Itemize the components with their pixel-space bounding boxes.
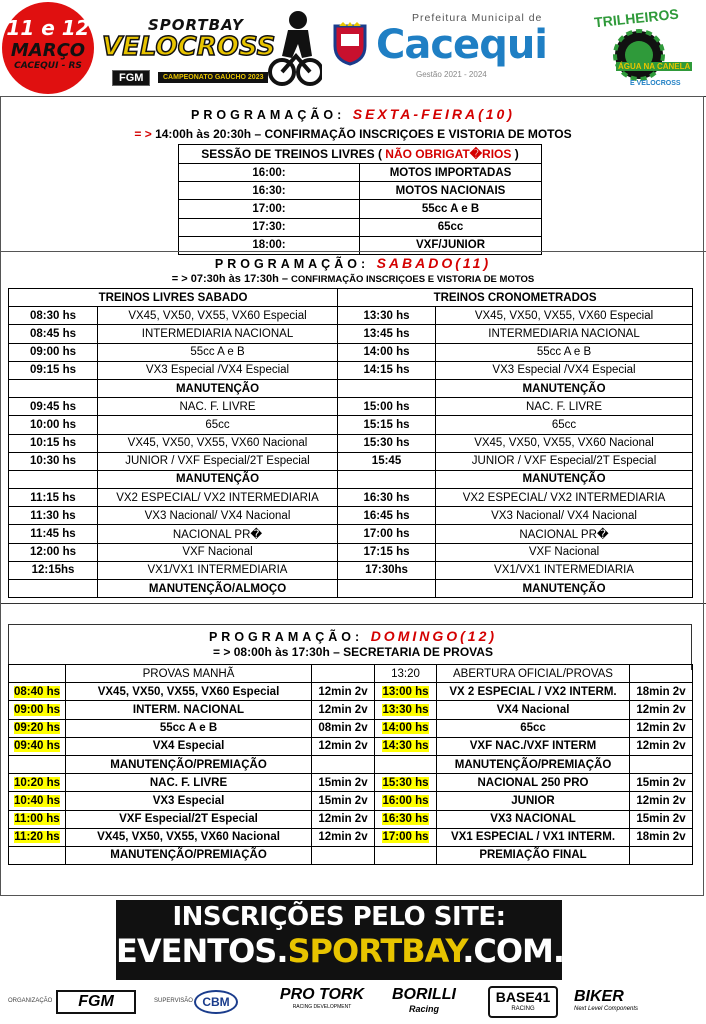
signup-line1: INSCRIÇÕES PELO SITE: xyxy=(172,902,506,932)
table-row xyxy=(9,755,693,773)
table-row xyxy=(9,361,693,379)
domingo-left-category: INTERM. NACIONAL xyxy=(66,701,312,719)
domingo-left-duration xyxy=(312,755,375,773)
sup-label: SUPERVISÃO xyxy=(154,998,193,1004)
sexta-time: 16:30: xyxy=(179,182,360,200)
sabado-left-time xyxy=(9,379,98,397)
session-close: ) xyxy=(514,147,519,161)
table-row xyxy=(179,200,542,218)
table-row xyxy=(9,416,693,434)
domingo-right-time xyxy=(375,755,437,773)
borilli-sub: Racing xyxy=(408,1004,439,1014)
sabado-left-category: NAC. F. LIVRE xyxy=(98,398,338,416)
sabado-left-time xyxy=(9,470,98,488)
sabado-right-time: 15:00 hs xyxy=(338,398,436,416)
championship-label: CAMPEONATO GAÚCHO 2023 xyxy=(158,72,268,83)
domingo-left-category: VX3 Especial xyxy=(66,792,312,810)
table-row xyxy=(9,307,693,325)
sabado-right-time: 17:30hs xyxy=(338,561,436,579)
domingo-right-time xyxy=(375,792,437,810)
sabado-right-time: 15:30 hs xyxy=(338,434,436,452)
session-label: SESSÃO DE TREINOS LIVRES ( xyxy=(201,147,382,161)
sabado-arrow: = > xyxy=(171,273,188,285)
sabado-day: SABADO(11) xyxy=(376,255,492,271)
sabado-right-category: VX2 ESPECIAL/ VX2 INTERMEDIARIA xyxy=(436,489,693,507)
domingo-left-category: 55cc A e B xyxy=(66,719,312,737)
domingo-left-category: VX45, VX50, VX55, VX60 Nacional xyxy=(66,828,312,846)
sabado-right-category: INTERMEDIARIA NACIONAL xyxy=(436,325,693,343)
domingo-right-category: VXF NAC./VXF INTERM xyxy=(437,737,630,755)
domingo-right-category: VX1 ESPECIAL / VX1 INTERM. xyxy=(437,828,630,846)
time-highlight: 14:00 hs xyxy=(382,722,429,735)
domingo-right-time-header: 13:20 xyxy=(375,665,437,683)
org-label: ORGANIZAÇÃO xyxy=(8,998,53,1004)
sabado-right-category: 65cc xyxy=(436,416,693,434)
sabado-right-time xyxy=(338,580,436,598)
sexta-time: 17:00: xyxy=(179,200,360,218)
domingo-left-duration: 12min 2v xyxy=(312,683,375,701)
time-highlight: 16:00 hs xyxy=(382,794,429,807)
sexta-category: VXF/JUNIOR xyxy=(360,236,542,254)
sabado-left-category: MANUTENÇÃO xyxy=(98,379,338,397)
domingo-left-time xyxy=(9,846,66,864)
sabado-left-category: JUNIOR / VXF Especial/2T Especial xyxy=(98,452,338,470)
table-row xyxy=(9,470,693,488)
time-highlight: 15:30 hs xyxy=(382,776,429,789)
time-highlight: 09:20 hs xyxy=(13,722,61,735)
domingo-left-time xyxy=(9,828,66,846)
sabado-right-category: VX45, VX50, VX55, VX60 Nacional xyxy=(436,434,693,452)
sabado-left-category: 55cc A e B xyxy=(98,343,338,361)
table-row xyxy=(179,182,542,200)
domingo-right-duration: 18min 2v xyxy=(630,683,693,701)
motocross-rider-icon xyxy=(268,8,322,88)
sabado-left-time: 11:30 hs xyxy=(9,507,98,525)
domingo-right-category: NACIONAL 250 PRO xyxy=(437,774,630,792)
domingo-right-duration: 15min 2v xyxy=(630,810,693,828)
table-row xyxy=(9,737,693,755)
sabado-right-time: 17:00 hs xyxy=(338,525,436,543)
date-badge-days: 11 e 12 xyxy=(6,16,90,40)
domingo-left-category: VX4 Especial xyxy=(66,737,312,755)
table-row xyxy=(9,434,693,452)
domingo-arrow: = > xyxy=(213,645,231,659)
domingo-left-duration: 12min 2v xyxy=(312,810,375,828)
table-row xyxy=(9,452,693,470)
sabado-left-category: MANUTENÇÃO xyxy=(98,470,338,488)
sabado-left-time: 12:15hs xyxy=(9,561,98,579)
domingo-right-duration: 18min 2v xyxy=(630,828,693,846)
sabado-left-time: 10:15 hs xyxy=(9,434,98,452)
sexta-title-prefix: PROGRAMAÇÃO: xyxy=(191,108,346,122)
domingo-right-duration xyxy=(630,755,693,773)
domingo-left-duration: 15min 2v xyxy=(312,792,375,810)
domingo-right-time xyxy=(375,828,437,846)
protork-sub: RACING DEVELOPMENT xyxy=(292,1004,352,1010)
sabado-right-category: NACIONAL PR� xyxy=(436,525,693,543)
date-badge xyxy=(2,2,94,94)
sabado-right-time: 16:45 hs xyxy=(338,507,436,525)
sabado-right-category: NAC. F. LIVRE xyxy=(436,398,693,416)
domingo-left-duration: 12min 2v xyxy=(312,737,375,755)
domingo-title xyxy=(0,628,706,644)
time-highlight: 10:40 hs xyxy=(13,794,61,807)
table-row xyxy=(9,683,693,701)
time-highlight: 09:40 hs xyxy=(13,740,61,753)
domingo-right-time xyxy=(375,737,437,755)
sabado-left-time: 10:30 hs xyxy=(9,452,98,470)
sabado-left-category: VX3 Nacional/ VX4 Nacional xyxy=(98,507,338,525)
domingo-right-time xyxy=(375,719,437,737)
sexta-title xyxy=(0,106,706,122)
table-row xyxy=(9,846,693,864)
sabado-left-category: 65cc xyxy=(98,416,338,434)
sabado-left-category: INTERMEDIARIA NACIONAL xyxy=(98,325,338,343)
domingo-left-time xyxy=(9,810,66,828)
footer xyxy=(0,984,706,1024)
domingo-left-time xyxy=(9,683,66,701)
domingo-left-time xyxy=(9,719,66,737)
signup-url-brand: SPORTBAY xyxy=(287,932,463,970)
sabado-right-time xyxy=(338,470,436,488)
domingo-right-duration: 12min 2v xyxy=(630,792,693,810)
domingo-left-duration: 12min 2v xyxy=(312,828,375,846)
sexta-day: SEXTA-FEIRA(10) xyxy=(352,106,515,122)
sabado-subtitle xyxy=(0,273,706,285)
sportbay-brand: SPORTBAY xyxy=(148,16,244,34)
sabado-left-category: MANUTENÇÃO/ALMOÇO xyxy=(98,580,338,598)
domingo-right-time xyxy=(375,810,437,828)
domingo-left-blank xyxy=(9,665,66,683)
table-row xyxy=(9,810,693,828)
table-row xyxy=(179,218,542,236)
session-red: NÃO OBRIGAT�RIOS xyxy=(385,147,512,161)
sabado-right-category: MANUTENÇÃO xyxy=(436,580,693,598)
domingo-left-time xyxy=(9,737,66,755)
gear-icon xyxy=(610,26,668,84)
sexta-category: MOTOS NACIONAIS xyxy=(360,182,542,200)
gestao-label: Gestão 2021 - 2024 xyxy=(416,70,487,79)
domingo-left-time xyxy=(9,701,66,719)
domingo-right-time xyxy=(375,701,437,719)
biker-name: BIKER xyxy=(574,988,624,1005)
sabado-left-time: 11:45 hs xyxy=(9,525,98,543)
domingo-left-category: MANUTENÇÃO/PREMIAÇÃO xyxy=(66,755,312,773)
domingo-table xyxy=(8,664,693,865)
domingo-right-duration: 15min 2v xyxy=(630,774,693,792)
base41-sub: RACING xyxy=(511,1006,535,1012)
time-highlight: 13:30 hs xyxy=(382,703,429,716)
sabado-right-header: TREINOS CRONOMETRADOS xyxy=(338,289,693,307)
table-row xyxy=(9,507,693,525)
domingo-right-time xyxy=(375,683,437,701)
sabado-right-category: MANUTENÇÃO xyxy=(436,379,693,397)
time-highlight: 10:20 hs xyxy=(13,776,61,789)
domingo-right-header: ABERTURA OFICIAL/PROVAS xyxy=(437,665,630,683)
sexta-time: 16:00: xyxy=(179,164,360,182)
sabado-left-header: TREINOS LIVRES SABADO xyxy=(9,289,338,307)
sabado-left-category: VX1/VX1 INTERMEDIARIA xyxy=(98,561,338,579)
domingo-left-category: MANUTENÇÃO/PREMIAÇÃO xyxy=(66,846,312,864)
sabado-left-category: VX3 Especial /VX4 Especial xyxy=(98,361,338,379)
base41-logo xyxy=(488,986,558,1018)
domingo-right-category: VX 2 ESPECIAL / VX2 INTERM. xyxy=(437,683,630,701)
time-highlight: 11:20 hs xyxy=(14,831,60,844)
sabado-left-time: 10:00 hs xyxy=(9,416,98,434)
city-crest-icon xyxy=(332,22,368,66)
sabado-right-category: 55cc A e B xyxy=(436,343,693,361)
date-badge-city: CACEQUI - RS xyxy=(14,61,82,71)
sabado-left-time: 11:15 hs xyxy=(9,489,98,507)
sexta-subtitle xyxy=(0,127,706,141)
time-highlight: 14:30 hs xyxy=(382,740,429,753)
domingo-right-category: 65cc xyxy=(437,719,630,737)
biker-sub: Next Level Components xyxy=(574,1006,639,1012)
biker-logo xyxy=(574,988,674,1012)
sabado-right-time xyxy=(338,379,436,397)
table-row xyxy=(9,719,693,737)
sexta-category: 55cc A e B xyxy=(360,200,542,218)
time-highlight: 08:40 hs xyxy=(13,685,61,698)
table-row xyxy=(9,525,693,543)
table-row xyxy=(9,580,693,598)
table-row xyxy=(9,343,693,361)
domingo-left-time xyxy=(9,774,66,792)
sabado-right-time: 14:15 hs xyxy=(338,361,436,379)
domingo-subtitle-text: 08:00h às 17:30h – SECRETARIA DE PROVAS xyxy=(233,645,493,659)
trilheiros-tag: E VELOCROSS xyxy=(630,80,681,87)
sabado-right-category: JUNIOR / VXF Especial/2T Especial xyxy=(436,452,693,470)
sabado-right-category: VX1/VX1 INTERMEDIARIA xyxy=(436,561,693,579)
domingo-left-duration: 15min 2v xyxy=(312,774,375,792)
table-row xyxy=(9,701,693,719)
time-highlight: 11:00 hs xyxy=(14,813,60,826)
trilheiros-logo xyxy=(590,6,696,92)
base41-name: BASE41 xyxy=(495,989,551,1005)
domingo-right-category: VX3 NACIONAL xyxy=(437,810,630,828)
header xyxy=(0,0,706,96)
sabado-left-time: 09:15 hs xyxy=(9,361,98,379)
table-row xyxy=(9,398,693,416)
signup-url[interactable] xyxy=(116,932,612,970)
domingo-left-category: NAC. F. LIVRE xyxy=(66,774,312,792)
domingo-right-duration: 12min 2v xyxy=(630,719,693,737)
sabado-right-time: 13:45 hs xyxy=(338,325,436,343)
sabado-right-time: 17:15 hs xyxy=(338,543,436,561)
signup-url-post: .COM.BR xyxy=(462,932,612,970)
sabado-left-category: VX45, VX50, VX55, VX60 Nacional xyxy=(98,434,338,452)
table-row xyxy=(179,164,542,182)
trilheiros-name: TRILHEIROS xyxy=(593,5,680,31)
signup-banner xyxy=(116,900,612,980)
prefeitura-label: Prefeitura Municipal de xyxy=(412,12,543,24)
table-row xyxy=(9,489,693,507)
domingo-left-duration: 12min 2v xyxy=(312,701,375,719)
sabado-table xyxy=(8,288,693,598)
cbm-logo: CBM xyxy=(194,990,238,1014)
table-row xyxy=(9,379,693,397)
domingo-right-blank xyxy=(630,665,693,683)
sexta-table xyxy=(178,144,542,255)
sabado-left-category: VX2 ESPECIAL/ VX2 INTERMEDIARIA xyxy=(98,489,338,507)
sabado-right-time: 16:30 hs xyxy=(338,489,436,507)
table-row xyxy=(9,774,693,792)
domingo-left-duration: 08min 2v xyxy=(312,719,375,737)
sabado-right-category: MANUTENÇÃO xyxy=(436,470,693,488)
sabado-divider xyxy=(0,251,706,252)
time-highlight: 16:30 hs xyxy=(382,813,429,826)
borilli-name: BORILLI xyxy=(392,986,456,1003)
city-name: Cacequi xyxy=(376,22,548,68)
domingo-left-category: VXF Especial/2T Especial xyxy=(66,810,312,828)
domingo-right-category: MANUTENÇÃO/PREMIAÇÃO xyxy=(437,755,630,773)
domingo-left-time xyxy=(9,792,66,810)
sabado-right-category: VX3 Especial /VX4 Especial xyxy=(436,361,693,379)
domingo-right-duration xyxy=(630,846,693,864)
domingo-right-category: VX4 Nacional xyxy=(437,701,630,719)
domingo-right-time xyxy=(375,774,437,792)
velocross-logo xyxy=(100,8,322,90)
fgm-badge: FGM xyxy=(112,70,150,86)
time-highlight: 13:00 hs xyxy=(382,685,429,698)
domingo-left-blank2 xyxy=(312,665,375,683)
sabado-title xyxy=(0,255,706,271)
borilli-logo xyxy=(378,986,470,1014)
domingo-right-time xyxy=(375,846,437,864)
protork-name: PRO TORK xyxy=(279,986,365,1003)
sexta-category: MOTOS IMPORTADAS xyxy=(360,164,542,182)
time-highlight: 09:00 hs xyxy=(13,703,61,716)
sabado-left-time: 08:45 hs xyxy=(9,325,98,343)
table-row xyxy=(9,325,693,343)
time-highlight: 17:00 hs xyxy=(382,831,429,844)
sabado-left-time: 08:30 hs xyxy=(9,307,98,325)
domingo-title-prefix: PROGRAMAÇÃO: xyxy=(208,630,364,644)
table-row xyxy=(9,828,693,846)
prefeitura-logo xyxy=(332,12,582,84)
sabado-left-time: 09:45 hs xyxy=(9,398,98,416)
sexta-category: 65cc xyxy=(360,218,542,236)
sabado-right-category: VX45, VX50, VX55, VX60 Especial xyxy=(436,307,693,325)
sabado-left-time: 12:00 hs xyxy=(9,543,98,561)
sexta-subtitle-text: 14:00h às 20:30h – CONFIRMAÇÃO INSCRIÇOES E VISTORIA DE MOTOS xyxy=(155,127,572,141)
sexta-time: 18:00: xyxy=(179,236,360,254)
domingo-left-time xyxy=(9,755,66,773)
sabado-left-category: NACIONAL PR� xyxy=(98,525,338,543)
domingo-right-category: PREMIAÇÃO FINAL xyxy=(437,846,630,864)
fgm-footer-logo: FGM xyxy=(56,990,136,1014)
sabado-right-category: VX3 Nacional/ VX4 Nacional xyxy=(436,507,693,525)
session-header xyxy=(179,145,542,164)
sabado-right-time: 14:00 hs xyxy=(338,343,436,361)
velocross-title: VELOCROSS xyxy=(102,32,276,62)
sabado-subtitle-time: 07:30h às 17:30h – xyxy=(190,273,288,285)
domingo-left-category: VX45, VX50, VX55, VX60 Especial xyxy=(66,683,312,701)
sexta-arrow: = > xyxy=(134,127,152,141)
date-badge-month: MARÇO xyxy=(10,40,86,61)
sabado-left-category: VXF Nacional xyxy=(98,543,338,561)
sabado-right-time: 13:30 hs xyxy=(338,307,436,325)
domingo-left-header: PROVAS MANHÃ xyxy=(66,665,312,683)
domingo-right-duration: 12min 2v xyxy=(630,701,693,719)
sabado-subtitle-text: CONFIRMAÇÃO INSCRIÇOES E VISTORIA DE MOTOS xyxy=(291,274,535,285)
table-row xyxy=(9,561,693,579)
sabado-right-time: 15:15 hs xyxy=(338,416,436,434)
domingo-right-duration: 12min 2v xyxy=(630,737,693,755)
domingo-subtitle xyxy=(0,645,706,659)
table-row xyxy=(9,792,693,810)
domingo-right-category: JUNIOR xyxy=(437,792,630,810)
sexta-time: 17:30: xyxy=(179,218,360,236)
signup-url-pre: EVENTOS. xyxy=(116,932,288,970)
table-row xyxy=(9,543,693,561)
sabado-left-time xyxy=(9,580,98,598)
sabado-left-category: VX45, VX50, VX55, VX60 Especial xyxy=(98,307,338,325)
domingo-day: DOMINGO(12) xyxy=(370,628,498,644)
sabado-left-time: 09:00 hs xyxy=(9,343,98,361)
domingo-left-duration xyxy=(312,846,375,864)
sabado-title-prefix: PROGRAMAÇÃO: xyxy=(214,257,370,271)
trilheiros-sub: ÁGUA NA CANELA xyxy=(618,62,691,71)
sabado-right-category: VXF Nacional xyxy=(436,543,693,561)
sabado-right-time: 15:45 xyxy=(338,452,436,470)
protork-logo xyxy=(272,986,372,1010)
